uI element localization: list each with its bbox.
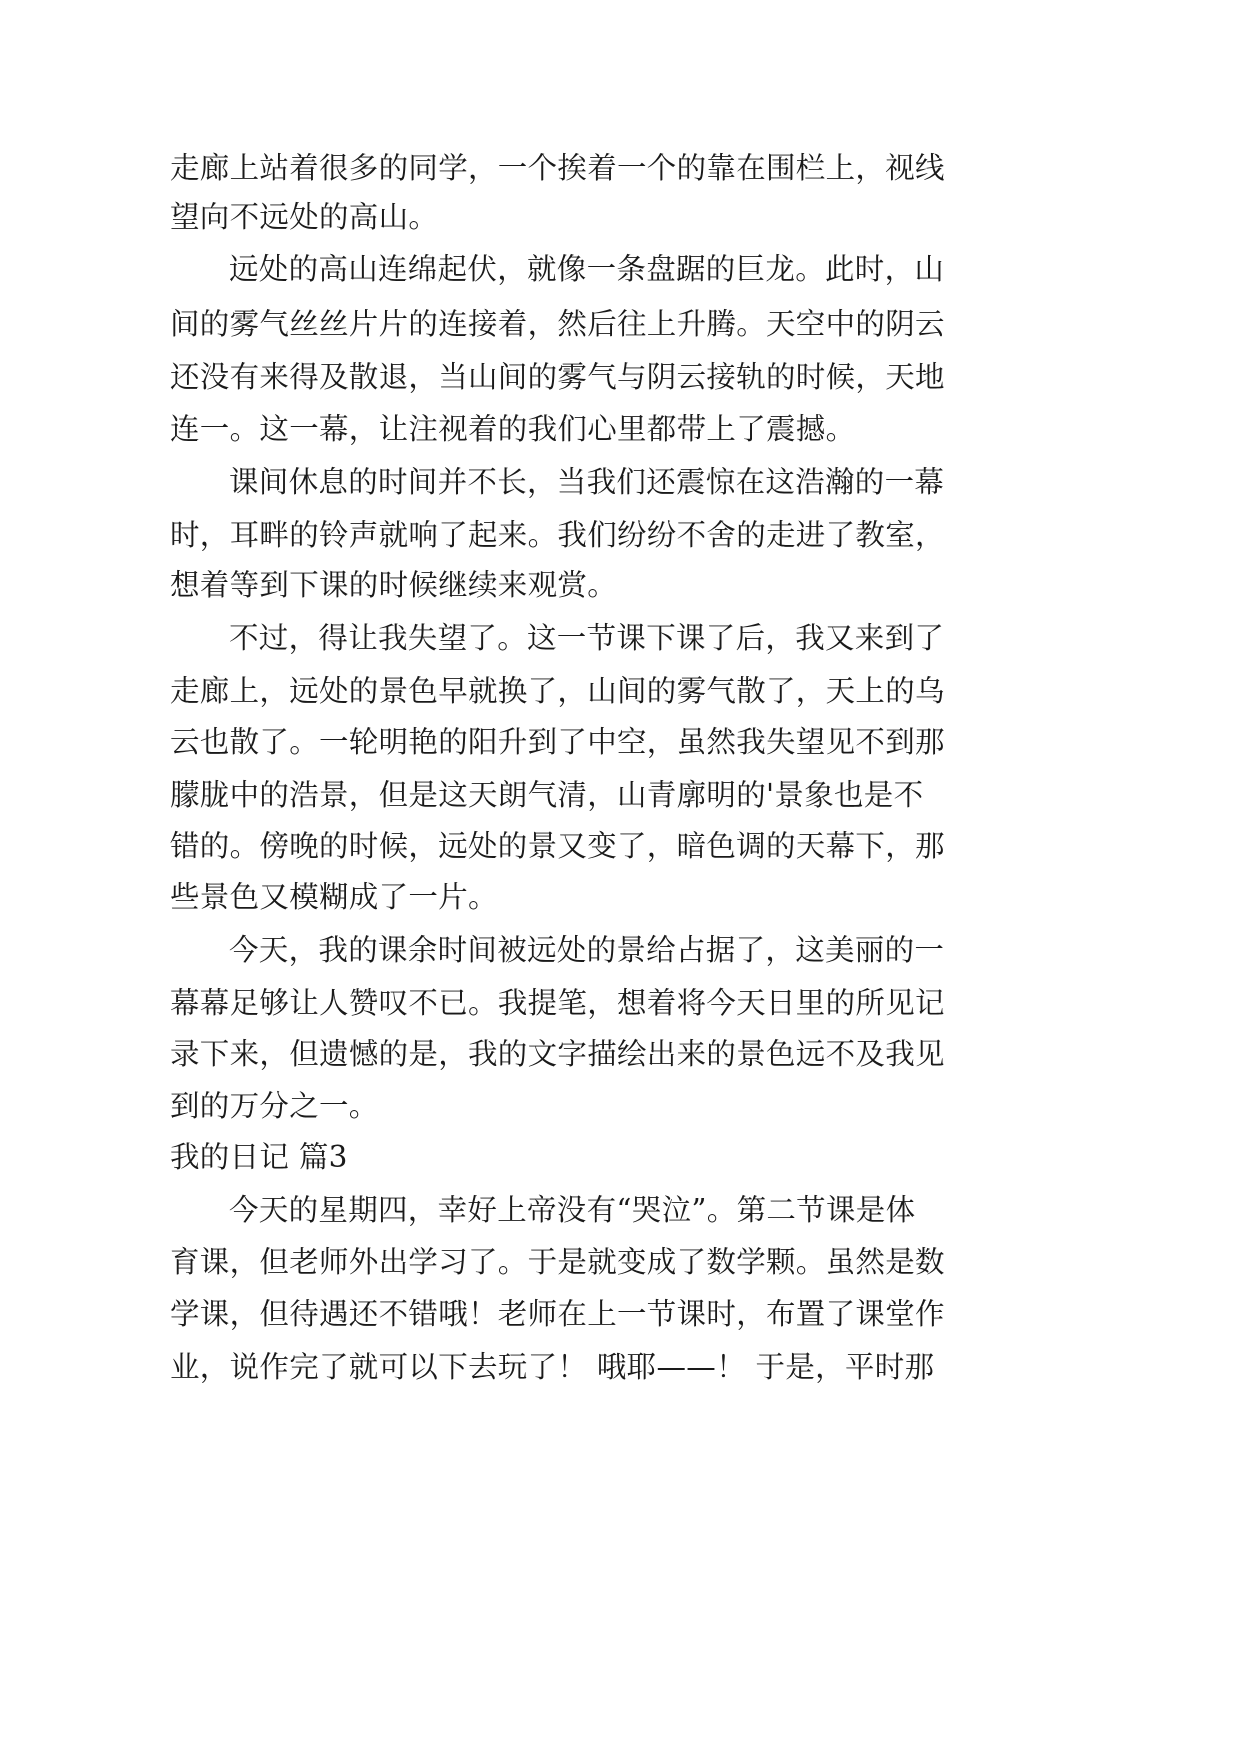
text-line: 还没有来得及散退，当山间的雾气与阴云接轨的时候，天地 xyxy=(170,360,945,394)
text-line: 错的。傍晚的时候，远处的景又变了，暗色调的天幕下，那 xyxy=(170,829,945,863)
paragraph-start-line: 远处的高山连绵起伏，就像一条盘踞的巨龙。此时，山 xyxy=(229,252,945,286)
paragraph-start-line: 今天的星期四，幸好上帝没有“哭泣”。第二节课是体 xyxy=(229,1193,916,1227)
paragraph-start-line: 今天，我的课余时间被远处的景给占据了，这美丽的一 xyxy=(229,933,945,967)
paragraph-start-line: 不过，得让我失望了。这一节课下课了后，我又来到了 xyxy=(229,621,945,655)
text-line: 些景色又模糊成了一片。 xyxy=(170,880,498,914)
text-line: 学课，但待遇还不错哦！老师在上一节课时，布置了课堂作 xyxy=(170,1297,945,1331)
text-line: 录下来，但遗憾的是，我的文字描绘出来的景色远不及我见 xyxy=(170,1037,945,1071)
text-line: 到的万分之一。 xyxy=(170,1089,379,1123)
paragraph-start-line: 课间休息的时间并不长，当我们还震惊在这浩瀚的一幕 xyxy=(229,465,945,499)
section-heading: 我的日记 篇3 xyxy=(170,1140,348,1174)
text-line: 望向不远处的高山。 xyxy=(170,200,439,234)
text-line: 走廊上站着很多的同学，一个挨着一个的靠在围栏上，视线 xyxy=(170,151,945,185)
text-line: 连一。这一幕，让注视着的我们心里都带上了震撼。 xyxy=(170,412,856,446)
text-line: 想着等到下课的时候继续来观赏。 xyxy=(170,568,618,602)
text-line: 幕幕足够让人赞叹不已。我提笔，想着将今天日里的所见记 xyxy=(170,986,945,1020)
text-line: 走廊上，远处的景色早就换了，山间的雾气散了，天上的乌 xyxy=(170,674,945,708)
text-line: 云也散了。一轮明艳的阳升到了中空，虽然我失望见不到那 xyxy=(170,725,945,759)
text-line: 间的雾气丝丝片片的连接着，然后往上升腾。天空中的阴云 xyxy=(170,307,945,341)
text-line: 业，说作完了就可以下去玩了！ 哦耶——！ 于是，平时那 xyxy=(170,1350,935,1384)
text-line: 朦胧中的浩景，但是这天朗气清，山青廓明的'景象也是不 xyxy=(170,778,924,812)
text-line: 育课，但老师外出学习了。于是就变成了数学颗。虽然是数 xyxy=(170,1245,945,1279)
text-line: 时，耳畔的铃声就响了起来。我们纷纷不舍的走进了教室， xyxy=(170,518,945,552)
